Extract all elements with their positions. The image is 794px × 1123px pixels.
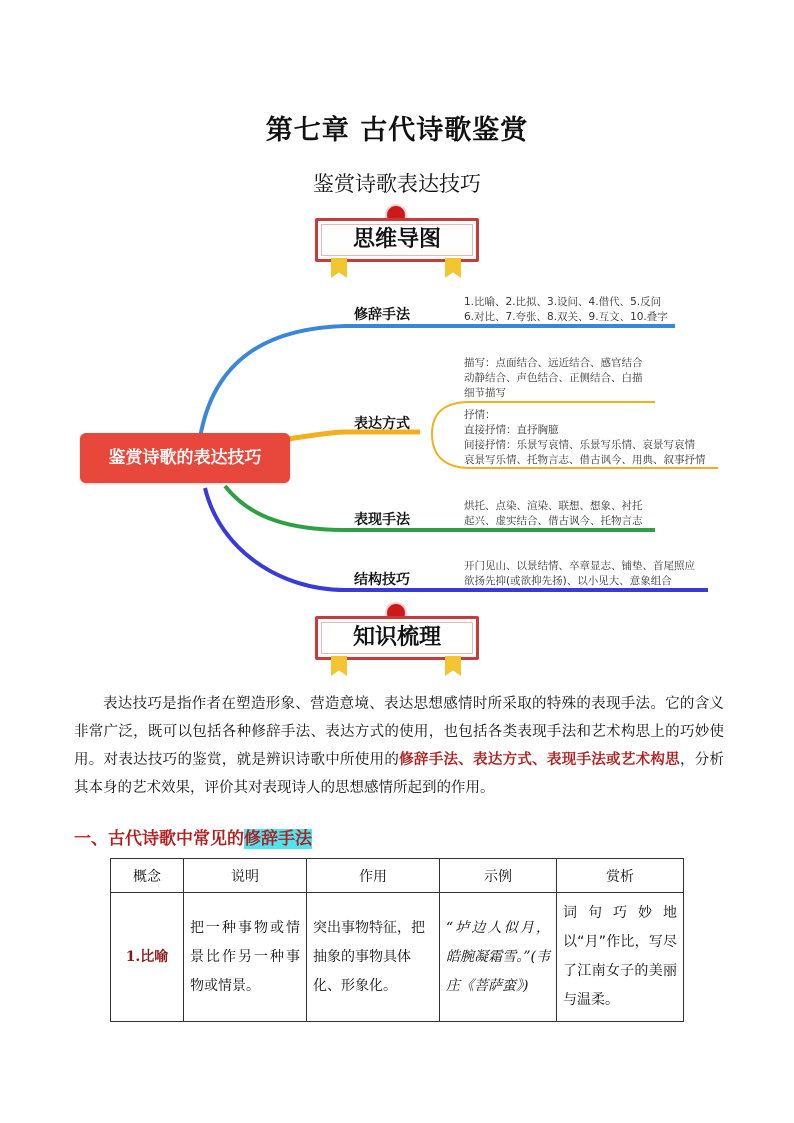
chapter-title: 第七章 古代诗歌鉴赏 xyxy=(265,115,529,146)
header-description: 说明 xyxy=(184,859,307,893)
mindmap-banner xyxy=(307,206,487,284)
header-concept: 概念 xyxy=(111,859,184,893)
mindmap xyxy=(0,290,794,600)
cell-description: 把一种事物或情景比作另一种事物或情景。 xyxy=(184,893,307,1022)
branch-expression-description: 描写：点面结合、远近结合、感官结合 动静结合、声色结合、正侧结合、白描 细节描写 xyxy=(464,357,643,399)
banner-label: 知识梳理 xyxy=(352,625,441,650)
banner-label: 思维导图 xyxy=(352,227,441,252)
rhetoric-table xyxy=(110,858,684,1022)
highlighted-term: 修辞手法 xyxy=(244,829,312,849)
table-header-row xyxy=(111,859,684,893)
branch-technique-details: 烘托、点染、渲染、联想、想象、衬托 起兴、虚实结合、借古讽今、托物言志 xyxy=(464,500,643,527)
branch-rhetoric-details: 1.比喻、2.比拟、3.设问、4.借代、5.反问 6.对比、7.夸张、8.双关、9.互文、10.叠字 xyxy=(464,296,668,323)
header-example: 示例 xyxy=(440,859,557,893)
branch-expression: 表达方式 xyxy=(354,416,410,432)
cell-example: “垆边人似月，皓腕凝霜雪。”(韦庄《菩萨蛮》) xyxy=(440,893,557,1022)
knowledge-banner xyxy=(307,604,487,682)
cell-function: 突出事物特征，把抽象的事物具体化、形象化。 xyxy=(307,893,440,1022)
branch-rhetoric: 修辞手法 xyxy=(354,307,410,323)
mindmap-root: 鉴赏诗歌的表达技巧 xyxy=(80,433,290,483)
table-row xyxy=(111,893,684,1022)
header-function: 作用 xyxy=(307,859,440,893)
section-heading: 一、古代诗歌中常见的修辞手法 xyxy=(74,829,312,849)
section-subtitle: 鉴赏诗歌表达技巧 xyxy=(313,172,481,196)
cell-concept: 1.比喻 xyxy=(111,893,184,1022)
intro-paragraph: 表达技巧是指作者在塑造形象、营造意境、表达思想感情时所采取的特殊的表现手法。它的含义非常广泛，既可以包括各种修辞手法、表达方式的使用，也包括各类表现手法和艺术构思上的巧妙使用。对表达技巧的鉴赏，就是辨识诗歌中所使用的修辞手法、表达方式、表现手法或艺术构思，分析其本身的艺术效果，评价其对表现诗人的思想感情所起到的作用。 xyxy=(74,696,725,796)
branch-expression-lyric: 抒情： 直接抒情：直抒胸臆 间接抒情：乐景写哀情、乐景写乐情、哀景写哀情 哀景写乐情、托物言志、借古讽今、用典、叙事抒情 xyxy=(464,409,706,466)
branch-technique: 表现手法 xyxy=(354,512,410,528)
header-appreciation: 赏析 xyxy=(557,859,684,893)
branch-connector-expression xyxy=(280,432,420,440)
cell-appreciation: 词句巧妙地以“月”作比，写尽了江南女子的美丽与温柔。 xyxy=(557,893,684,1022)
emphasis-text: 修辞手法、表达方式、表现手法或艺术构思 xyxy=(399,752,680,768)
branch-structure: 结构技巧 xyxy=(354,572,410,588)
branch-structure-details: 开门见山、以景结情、卒章显志、铺垫、首尾照应 欲扬先抑(或欲抑先扬)、以小见大、意象组合 xyxy=(464,560,695,587)
